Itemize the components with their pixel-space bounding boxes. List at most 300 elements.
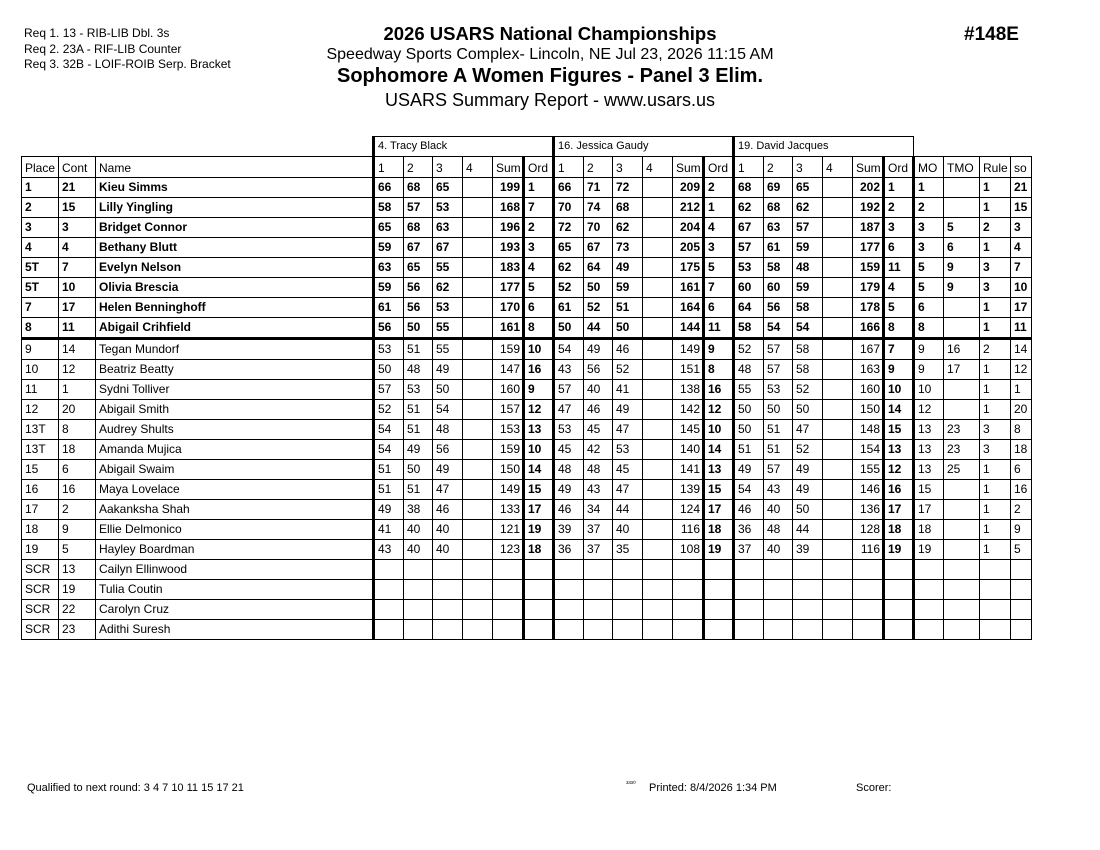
score-cell (823, 480, 853, 500)
ord-cell: 13 (704, 460, 734, 480)
sum-cell: 139 (673, 480, 704, 500)
rule-cell (980, 620, 1011, 640)
place-cell: 5T (22, 258, 59, 278)
sum-cell: 141 (673, 460, 704, 480)
score-cell: 48 (554, 460, 584, 480)
score-cell (463, 620, 493, 640)
column-header-row (22, 157, 1032, 178)
requirement-1: Req 1. 13 - RIB-LIB Dbl. 3s (24, 26, 170, 40)
name-cell: Beatriz Beatty (96, 360, 374, 380)
score-cell (463, 178, 493, 198)
table-row (22, 198, 1032, 218)
ord-cell: 17 (704, 500, 734, 520)
score-cell: 46 (613, 339, 643, 360)
score-cell: 40 (404, 540, 433, 560)
score-cell (613, 580, 643, 600)
judge-1: 4. Tracy Black (374, 137, 554, 157)
score-cell: 64 (584, 258, 613, 278)
ord-cell: 3 (704, 238, 734, 258)
ord-cell: 10 (884, 380, 914, 400)
so-cell: 20 (1011, 400, 1032, 420)
sum-cell (673, 580, 704, 600)
score-cell: 57 (764, 339, 793, 360)
score-cell (613, 620, 643, 640)
score-cell (823, 258, 853, 278)
score-cell: 50 (433, 380, 463, 400)
score-cell (823, 400, 853, 420)
sum-cell (853, 580, 884, 600)
sum-cell: 123 (493, 540, 524, 560)
ord-cell: 11 (884, 258, 914, 278)
table-row (22, 278, 1032, 298)
name-cell: Carolyn Cruz (96, 600, 374, 620)
ord-cell: 10 (704, 420, 734, 440)
header-score-4: 4 (463, 157, 493, 178)
score-cell: 73 (613, 238, 643, 258)
sum-cell: 209 (673, 178, 704, 198)
score-cell: 41 (613, 380, 643, 400)
sum-cell: 161 (673, 278, 704, 298)
score-cell: 49 (404, 440, 433, 460)
sum-cell: 124 (673, 500, 704, 520)
score-cell (643, 360, 673, 380)
place-cell: SCR (22, 580, 59, 600)
header-score-3: 3 (793, 157, 823, 178)
so-cell: 2 (1011, 500, 1032, 520)
sum-cell: 161 (493, 318, 524, 339)
ord-cell: 14 (884, 400, 914, 420)
mo-cell: 19 (914, 540, 944, 560)
mo-cell: 18 (914, 520, 944, 540)
score-cell (734, 620, 764, 640)
ord-cell: 1 (704, 198, 734, 218)
table-row (22, 218, 1032, 238)
ord-cell: 16 (704, 380, 734, 400)
score-cell: 61 (554, 298, 584, 318)
score-cell (463, 500, 493, 520)
cont-cell: 7 (59, 258, 96, 278)
so-cell: 17 (1011, 298, 1032, 318)
rule-cell: 1 (980, 178, 1011, 198)
score-cell: 40 (764, 500, 793, 520)
sum-cell: 202 (853, 178, 884, 198)
sum-cell: 199 (493, 178, 524, 198)
place-cell: 1 (22, 178, 59, 198)
ord-cell (884, 560, 914, 580)
score-cell (793, 560, 823, 580)
sum-cell: 146 (853, 480, 884, 500)
sum-cell (853, 560, 884, 580)
results-table (21, 136, 1032, 640)
score-cell: 40 (584, 380, 613, 400)
score-cell: 53 (433, 198, 463, 218)
ord-cell: 2 (704, 178, 734, 198)
place-cell: 12 (22, 400, 59, 420)
place-cell: 8 (22, 318, 59, 339)
so-cell: 21 (1011, 178, 1032, 198)
mo-cell: 5 (914, 278, 944, 298)
table-row (22, 420, 1032, 440)
sum-cell: 178 (853, 298, 884, 318)
ord-cell (704, 580, 734, 600)
ord-cell (524, 580, 554, 600)
mo-cell: 13 (914, 460, 944, 480)
score-cell (463, 600, 493, 620)
score-cell: 63 (764, 218, 793, 238)
ord-cell: 2 (524, 218, 554, 238)
ord-cell: 4 (704, 218, 734, 238)
score-cell: 47 (793, 420, 823, 440)
ord-cell: 4 (524, 258, 554, 278)
ord-cell: 9 (884, 360, 914, 380)
tmo-cell (944, 480, 980, 500)
score-cell (823, 198, 853, 218)
score-cell: 39 (793, 540, 823, 560)
score-cell (734, 560, 764, 580)
ord-cell: 13 (884, 440, 914, 460)
ord-cell: 6 (704, 298, 734, 318)
so-cell (1011, 620, 1032, 640)
sum-cell: 205 (673, 238, 704, 258)
tmo-cell: 25 (944, 460, 980, 480)
score-cell (463, 380, 493, 400)
score-cell (433, 620, 463, 640)
score-cell: 67 (433, 238, 463, 258)
place-cell: 7 (22, 298, 59, 318)
score-cell: 55 (734, 380, 764, 400)
score-cell: 60 (764, 278, 793, 298)
rule-cell: 1 (980, 500, 1011, 520)
tmo-cell (944, 520, 980, 540)
ord-cell: 7 (884, 339, 914, 360)
score-cell: 69 (764, 178, 793, 198)
sum-cell (493, 580, 524, 600)
score-cell (554, 560, 584, 580)
rule-cell: 1 (980, 400, 1011, 420)
score-cell: 34 (584, 500, 613, 520)
score-cell (463, 198, 493, 218)
score-cell: 54 (554, 339, 584, 360)
cont-cell: 16 (59, 480, 96, 500)
score-cell: 63 (433, 218, 463, 238)
score-cell (643, 318, 673, 339)
score-cell: 49 (793, 460, 823, 480)
tmo-cell (944, 560, 980, 580)
score-cell: 46 (584, 400, 613, 420)
table-row (22, 600, 1032, 620)
score-cell: 49 (613, 400, 643, 420)
score-cell: 48 (584, 460, 613, 480)
ord-cell: 16 (884, 480, 914, 500)
sum-cell: 128 (853, 520, 884, 540)
place-cell: 10 (22, 360, 59, 380)
ord-cell: 1 (884, 178, 914, 198)
table-row (22, 400, 1032, 420)
ord-cell: 8 (884, 318, 914, 339)
score-cell: 51 (374, 460, 404, 480)
tmo-cell (944, 198, 980, 218)
sum-cell (493, 620, 524, 640)
score-cell: 56 (433, 440, 463, 460)
score-cell (764, 560, 793, 580)
score-cell: 64 (734, 298, 764, 318)
sum-cell: 212 (673, 198, 704, 218)
score-cell: 46 (734, 500, 764, 520)
sum-cell: 151 (673, 360, 704, 380)
score-cell: 74 (584, 198, 613, 218)
score-cell (823, 540, 853, 560)
score-cell: 57 (554, 380, 584, 400)
name-cell: Olivia Brescia (96, 278, 374, 298)
score-cell: 56 (584, 360, 613, 380)
place-cell: SCR (22, 600, 59, 620)
sum-cell: 160 (493, 380, 524, 400)
sum-cell: 168 (493, 198, 524, 218)
score-cell (793, 620, 823, 640)
so-cell (1011, 580, 1032, 600)
score-cell (463, 339, 493, 360)
score-cell: 52 (793, 380, 823, 400)
tmo-cell: 17 (944, 360, 980, 380)
sum-cell: 150 (853, 400, 884, 420)
score-cell (463, 520, 493, 540)
score-cell: 40 (433, 520, 463, 540)
score-cell: 50 (734, 400, 764, 420)
score-cell (643, 420, 673, 440)
place-cell: 5T (22, 278, 59, 298)
score-cell: 58 (793, 298, 823, 318)
table-row (22, 560, 1032, 580)
ord-cell: 17 (524, 500, 554, 520)
score-cell (793, 600, 823, 620)
mo-cell (914, 580, 944, 600)
cont-cell: 4 (59, 238, 96, 258)
score-cell (613, 560, 643, 580)
score-cell: 45 (613, 460, 643, 480)
name-cell: Abigail Crihfield (96, 318, 374, 339)
so-cell: 6 (1011, 460, 1032, 480)
cont-cell: 1 (59, 380, 96, 400)
cont-cell: 21 (59, 178, 96, 198)
ord-cell: 15 (704, 480, 734, 500)
score-cell: 54 (734, 480, 764, 500)
score-cell: 57 (764, 460, 793, 480)
sum-cell: 145 (673, 420, 704, 440)
score-cell: 52 (793, 440, 823, 460)
rule-cell: 1 (980, 198, 1011, 218)
cont-cell: 14 (59, 339, 96, 360)
tmo-cell: 16 (944, 339, 980, 360)
score-cell: 44 (584, 318, 613, 339)
score-cell: 49 (584, 339, 613, 360)
tmo-cell (944, 620, 980, 640)
score-cell: 52 (734, 339, 764, 360)
header-score-1: 1 (374, 157, 404, 178)
header-rule: Rule (980, 157, 1011, 178)
so-cell: 15 (1011, 198, 1032, 218)
cont-cell: 3 (59, 218, 96, 238)
score-cell (823, 339, 853, 360)
score-cell (643, 600, 673, 620)
mo-cell: 5 (914, 258, 944, 278)
score-cell: 46 (433, 500, 463, 520)
ord-cell: 16 (524, 360, 554, 380)
score-cell: 44 (793, 520, 823, 540)
score-cell (463, 218, 493, 238)
tmo-cell (944, 178, 980, 198)
ord-cell: 5 (704, 258, 734, 278)
score-cell: 53 (734, 258, 764, 278)
ord-cell: 11 (704, 318, 734, 339)
sum-cell: 166 (853, 318, 884, 339)
qualified-list: Qualified to next round: 3 4 7 10 11 15 17 21 (27, 782, 244, 794)
score-cell: 60 (734, 278, 764, 298)
score-cell: 68 (404, 218, 433, 238)
score-cell: 51 (764, 420, 793, 440)
table-row (22, 360, 1032, 380)
mo-cell (914, 600, 944, 620)
place-cell: 11 (22, 380, 59, 400)
sum-cell: 177 (493, 278, 524, 298)
score-cell: 59 (374, 278, 404, 298)
header-ord: Ord (704, 157, 734, 178)
rule-cell: 1 (980, 380, 1011, 400)
score-cell: 65 (433, 178, 463, 198)
score-cell (433, 600, 463, 620)
mo-cell: 9 (914, 339, 944, 360)
score-cell (463, 318, 493, 339)
score-cell (584, 600, 613, 620)
score-cell: 70 (554, 198, 584, 218)
name-cell: Bridget Connor (96, 218, 374, 238)
score-cell: 48 (793, 258, 823, 278)
cont-cell: 9 (59, 520, 96, 540)
score-cell: 53 (764, 380, 793, 400)
scorer-label: Scorer: (856, 782, 892, 794)
score-cell: 49 (433, 360, 463, 380)
score-cell: 50 (404, 318, 433, 339)
score-cell: 47 (433, 480, 463, 500)
ord-cell: 5 (524, 278, 554, 298)
rule-cell: 1 (980, 520, 1011, 540)
place-cell: 17 (22, 500, 59, 520)
header-score-2: 2 (764, 157, 793, 178)
score-cell: 62 (734, 198, 764, 218)
tmo-cell (944, 600, 980, 620)
name-cell: Aakanksha Shah (96, 500, 374, 520)
score-cell: 54 (374, 440, 404, 460)
score-cell (643, 278, 673, 298)
ord-cell: 14 (524, 460, 554, 480)
sum-cell: 144 (673, 318, 704, 339)
judge-row (22, 137, 1032, 157)
score-cell: 53 (374, 339, 404, 360)
tmo-cell (944, 500, 980, 520)
judge-3: 19. David Jacques (734, 137, 914, 157)
score-cell (643, 620, 673, 640)
header-score-2: 2 (584, 157, 613, 178)
score-cell: 62 (433, 278, 463, 298)
score-cell (643, 339, 673, 360)
score-cell: 50 (554, 318, 584, 339)
sum-cell: 153 (493, 420, 524, 440)
score-cell: 50 (613, 318, 643, 339)
score-cell: 71 (584, 178, 613, 198)
table-row (22, 258, 1032, 278)
score-cell: 72 (613, 178, 643, 198)
score-cell: 36 (554, 540, 584, 560)
so-cell (1011, 600, 1032, 620)
name-cell: Amanda Mujica (96, 440, 374, 460)
header-score-4: 4 (643, 157, 673, 178)
tmo-cell (944, 298, 980, 318)
sum-cell: 138 (673, 380, 704, 400)
score-cell: 61 (374, 298, 404, 318)
table-row (22, 238, 1032, 258)
mo-cell: 12 (914, 400, 944, 420)
sum-cell: 149 (673, 339, 704, 360)
sum-cell: 175 (673, 258, 704, 278)
sum-cell: 149 (493, 480, 524, 500)
header-score-3: 3 (433, 157, 463, 178)
score-cell: 51 (374, 480, 404, 500)
score-cell (463, 238, 493, 258)
so-cell: 8 (1011, 420, 1032, 440)
table-row (22, 380, 1032, 400)
name-cell: Kieu Simms (96, 178, 374, 198)
score-cell: 67 (584, 238, 613, 258)
score-cell: 45 (584, 420, 613, 440)
score-cell: 40 (764, 540, 793, 560)
score-cell (643, 198, 673, 218)
ord-cell: 2 (884, 198, 914, 218)
ord-cell: 19 (704, 540, 734, 560)
score-cell: 52 (554, 278, 584, 298)
sum-cell: 193 (493, 238, 524, 258)
table-row (22, 339, 1032, 360)
place-cell: 4 (22, 238, 59, 258)
ord-cell: 8 (704, 360, 734, 380)
score-cell: 50 (584, 278, 613, 298)
place-cell: SCR (22, 620, 59, 640)
score-cell: 43 (554, 360, 584, 380)
event-number: #148E (964, 24, 1019, 45)
score-cell: 56 (404, 298, 433, 318)
score-cell: 43 (584, 480, 613, 500)
score-cell: 53 (433, 298, 463, 318)
score-cell: 51 (404, 480, 433, 500)
score-cell (643, 540, 673, 560)
score-cell: 51 (613, 298, 643, 318)
sum-cell: 108 (673, 540, 704, 560)
cont-cell: 8 (59, 420, 96, 440)
so-cell: 18 (1011, 440, 1032, 460)
score-cell: 57 (374, 380, 404, 400)
sum-cell: 150 (493, 460, 524, 480)
name-cell: Tegan Mundorf (96, 339, 374, 360)
table-row (22, 178, 1032, 198)
score-cell (823, 178, 853, 198)
header-name: Name (96, 157, 374, 178)
score-cell (584, 620, 613, 640)
score-cell: 58 (793, 360, 823, 380)
table-row (22, 480, 1032, 500)
cont-cell: 10 (59, 278, 96, 298)
mo-cell: 3 (914, 218, 944, 238)
cont-cell: 12 (59, 360, 96, 380)
score-cell (643, 380, 673, 400)
score-cell: 59 (613, 278, 643, 298)
